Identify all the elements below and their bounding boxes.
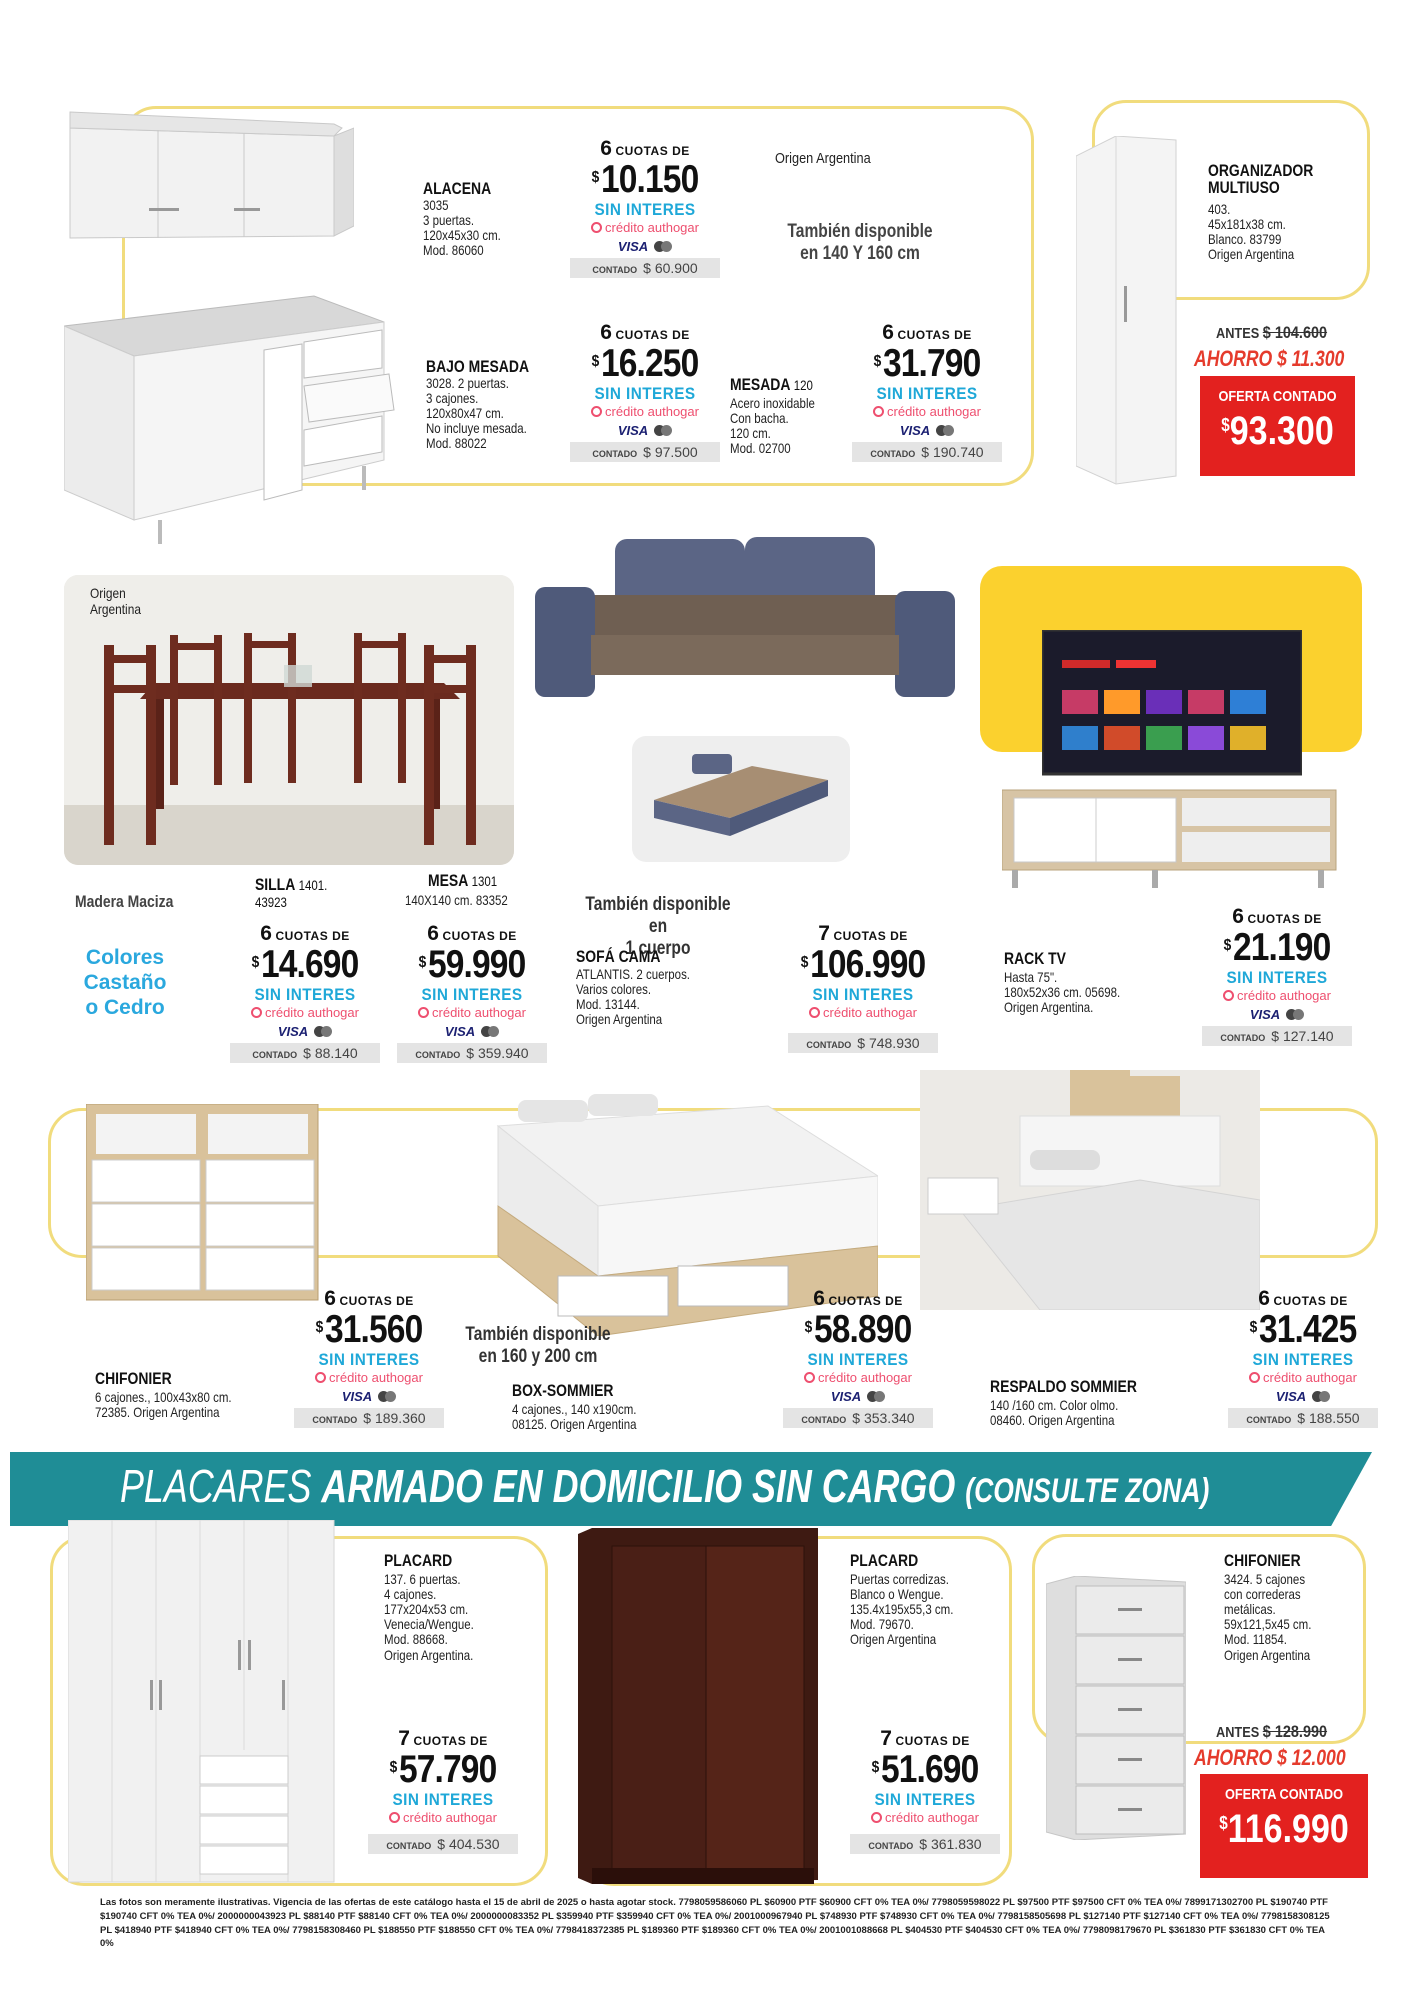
- price-value: 14.690: [260, 943, 359, 986]
- contado-label: CONTADO: [592, 449, 638, 459]
- mastercard-icon: [481, 1026, 499, 1037]
- credito-logo: crédito authogar: [1263, 1370, 1357, 1385]
- cuotas-count: 6: [1258, 1287, 1271, 1310]
- silla-name: [255, 876, 327, 910]
- sofa-disponible-note: También disponible en 1 cuerpo: [585, 894, 731, 959]
- organizador-name: ORGANIZADOR MULTIUSO: [1208, 161, 1314, 197]
- contado-value: $ 127.140: [1271, 1028, 1334, 1044]
- mastercard-icon: [378, 1391, 396, 1402]
- location-pin-icon: [591, 406, 602, 417]
- price: $106.990: [800, 943, 926, 986]
- banner-consulte: (CONSULTE ZONA): [965, 1472, 1210, 1510]
- contado-label: CONTADO: [801, 1415, 847, 1425]
- location-pin-icon: [804, 1372, 815, 1383]
- visa-logo: VISA: [617, 239, 649, 254]
- sin-interes-label: SIN INTERES: [1226, 968, 1328, 987]
- cuotas-count: 6: [813, 1287, 826, 1310]
- contado-value: $ 404.530: [437, 1836, 500, 1852]
- oferta-price: 116.990: [1227, 1807, 1349, 1851]
- contado-value: $ 60.900: [643, 260, 698, 276]
- cuotas-count: 7: [880, 1727, 893, 1750]
- credito-logo: crédito authogar: [265, 1005, 359, 1020]
- mastercard-icon: [654, 425, 672, 436]
- contado-value: $ 88.140: [303, 1045, 358, 1061]
- chifonier1-details: 6 cajones., 100x43x80 cm. 72385. Origen Argentina: [95, 1389, 232, 1421]
- comedor-origen: Origen Argentina: [90, 585, 141, 618]
- contado-value: $ 353.340: [852, 1410, 915, 1426]
- cuotas-label: CUOTAS DE: [615, 328, 690, 342]
- contado-label: CONTADO: [868, 1841, 914, 1851]
- price: $21.190: [1223, 926, 1331, 969]
- antes-label: ANTES: [1216, 1724, 1260, 1741]
- oferta-label: OFERTA CONTADO: [1224, 1786, 1344, 1803]
- price-value: 21.190: [1232, 926, 1331, 969]
- alacena-origen: Origen Argentina: [775, 150, 871, 167]
- location-pin-icon: [389, 1812, 400, 1823]
- visa-logo: VISA: [1249, 1007, 1281, 1022]
- box-details: 4 cajones., 140 x190cm. 08125. Origen Argentina: [512, 1401, 637, 1433]
- cuotas-label: CUOTAS DE: [1247, 912, 1322, 926]
- sin-interes-label: SIN INTERES: [254, 985, 356, 1004]
- location-pin-icon: [418, 1007, 429, 1018]
- price-value: 16.250: [600, 342, 699, 385]
- chifonier2-ahorro: AHORRO $ 12.000: [1194, 1745, 1346, 1770]
- respaldo-price-block: [1218, 1288, 1388, 1428]
- visa-logo: VISA: [341, 1389, 373, 1404]
- contado-label: CONTADO: [806, 1040, 852, 1050]
- box-name: BOX-SOMMIER: [512, 1381, 614, 1400]
- box-price-block: [773, 1288, 943, 1428]
- contado-label: CONTADO: [386, 1841, 432, 1851]
- visa-logo: VISA: [899, 423, 931, 438]
- contado-label: CONTADO: [870, 449, 916, 459]
- mesa-name: [428, 872, 497, 889]
- contado-label: CONTADO: [415, 1050, 461, 1060]
- sin-interes-label: SIN INTERES: [807, 1350, 909, 1369]
- organizador-details: 403. 45x181x38 cm. Blanco. 83799 Origen Argentina: [1208, 201, 1295, 263]
- rack-image: [1002, 782, 1338, 892]
- comedor-image: [64, 575, 514, 865]
- location-pin-icon: [809, 1007, 820, 1018]
- sin-interes-label: SIN INTERES: [874, 1790, 976, 1809]
- mastercard-icon: [936, 425, 954, 436]
- price-value: 106.990: [810, 943, 926, 986]
- bajo-mesada-image: [64, 290, 404, 550]
- price: $14.690: [251, 943, 359, 986]
- price: $59.990: [418, 943, 526, 986]
- oferta-price: 93.300: [1229, 409, 1334, 453]
- price: $51.690: [871, 1748, 979, 1791]
- alacena-disponible-note: También disponible en 140 Y 160 cm: [787, 221, 933, 264]
- price: $57.790: [389, 1748, 497, 1791]
- mastercard-icon: [1286, 1009, 1304, 1020]
- respaldo-image: [920, 1070, 1260, 1310]
- cuotas-count: 6: [600, 137, 613, 160]
- credito-logo: crédito authogar: [329, 1370, 423, 1385]
- location-pin-icon: [1223, 990, 1234, 1001]
- cuotas-label: CUOTAS DE: [275, 929, 350, 943]
- contado-label: CONTADO: [1220, 1033, 1266, 1043]
- location-pin-icon: [315, 1372, 326, 1383]
- placard2-details: Puertas corredizas. Blanco o Wengue. 135.4x195x55,3 cm. Mod. 79670. Origen Argentina: [850, 1571, 954, 1648]
- madera-maciza: Madera Maciza: [75, 892, 174, 911]
- sofa-name: SOFÁ CAMA: [576, 947, 661, 966]
- credito-logo: crédito authogar: [823, 1005, 917, 1020]
- sin-interes-label: SIN INTERES: [876, 384, 978, 403]
- credito-logo: crédito authogar: [887, 404, 981, 419]
- price-value: 59.990: [427, 943, 526, 986]
- cuotas-count: 6: [260, 922, 273, 945]
- contado-label: CONTADO: [592, 265, 638, 275]
- chifonier2-details: 3424. 5 cajones con correderas metálicas. 59x121,5x45 cm. Mod. 11854. Origen Argentina: [1224, 1571, 1312, 1663]
- mastercard-icon: [1312, 1391, 1330, 1402]
- mastercard-icon: [867, 1391, 885, 1402]
- placard2-image: [578, 1528, 818, 1888]
- cuotas-label: CUOTAS DE: [833, 929, 908, 943]
- mastercard-icon: [314, 1026, 332, 1037]
- banner-placares: PLACARES: [120, 1460, 322, 1512]
- visa-logo: VISA: [444, 1024, 476, 1039]
- credito-logo: crédito authogar: [818, 1370, 912, 1385]
- chifonier1-price-block: [284, 1288, 454, 1428]
- placard1-price-block: [358, 1728, 528, 1854]
- bajo-mesada-price-block: [560, 322, 730, 462]
- mesa-name-text: MESA: [428, 871, 468, 890]
- cuotas-count: 7: [818, 922, 831, 945]
- placares-banner-text: [120, 1460, 1210, 1512]
- placard2-price-block: [840, 1728, 1010, 1854]
- sin-interes-label: SIN INTERES: [594, 384, 696, 403]
- credito-logo: crédito authogar: [403, 1810, 497, 1825]
- credito-logo: crédito authogar: [605, 404, 699, 419]
- price-value: 31.560: [324, 1308, 423, 1351]
- mastercard-icon: [654, 241, 672, 252]
- silla-name-text: SILLA: [255, 875, 295, 894]
- location-pin-icon: [591, 222, 602, 233]
- mesada-details: Acero inoxidable Con bacha. 120 cm. Mod. 02700: [730, 395, 815, 457]
- contado-value: $ 97.500: [643, 444, 698, 460]
- mesada-price-block: [842, 322, 1012, 462]
- price-value: 57.790: [398, 1748, 497, 1791]
- antes-value: $ 104.600: [1262, 323, 1328, 342]
- cuotas-count: 6: [427, 922, 440, 945]
- mesa-details: 140X140 cm. 83352: [405, 892, 508, 908]
- credito-logo: crédito authogar: [885, 1810, 979, 1825]
- alacena-image: [64, 108, 354, 248]
- oferta-label: OFERTA CONTADO: [1218, 388, 1337, 405]
- placard1-details: 137. 6 puertas. 4 cajones. 177x204x53 cm. Venecia/Wengue. Mod. 88668. Origen Argentina.: [384, 1571, 474, 1663]
- location-pin-icon: [871, 1812, 882, 1823]
- cuotas-label: CUOTAS DE: [615, 144, 690, 158]
- legal-footer: Las fotos son meramente ilustrativas. Vigencia de las ofertas de este catálogo hasta el 15 de abril de 2025 o hasta agotar stock. 7798059586060 PL $60900 PTF $60900 CFT 0% TEA 0%/ 7798059598022 PL $97500 PTF $97500 CFT 0% TEA 0%/ 7899171302700 PL $190740 PTF $190740 CFT 0% TEA 0%/ 2000000043923 PL $88140 PTF $88140 CFT 0% TEA 0%/ 2000000083352 PL $359940 PTF $359940 CFT 0% TEA 0%/ 2001000967940 PL $748930 PTF $748930 CFT 0% TEA 0%/ 7798158505698 PL $127140 PTF $127140 CFT 0% TEA 0%/ 7798158308125 PL $418940 PTF $418940 CFT 0% TEA 0%/ 7798158308460 PL $188550 PTF $188550 CFT 0% TEA 0%/ 7798418372385 PL $189360 PTF $189360 CFT 0% TEA 0%/ 2001001088668 PL $404530 PTF $404530 CFT 0% TEA 0%/ 7798098179670 PL $361830 PTF $361830 CFT 0% TEA 0%: [100, 1897, 1330, 1950]
- sofa-details: ATLANTIS. 2 cuerpos. Varios colores. Mod. 13144. Origen Argentina: [576, 966, 690, 1028]
- alacena-details: 3035 3 puertas. 120x45x30 cm. Mod. 86060: [423, 197, 501, 259]
- mesada-name-text: MESADA: [730, 375, 790, 394]
- contado-value: $ 189.360: [363, 1410, 426, 1426]
- sofa-image: [535, 535, 955, 705]
- contado-label: CONTADO: [1246, 1415, 1292, 1425]
- credito-logo: crédito authogar: [432, 1005, 526, 1020]
- price: $58.890: [804, 1308, 912, 1351]
- contado-label: CONTADO: [252, 1050, 298, 1060]
- organizador-oferta-badge: OFERTA CONTADO $93.300: [1200, 376, 1355, 476]
- placard1-name: PLACARD: [384, 1551, 453, 1570]
- antes-value: $ 128.990: [1262, 1722, 1328, 1741]
- cuotas-count: 6: [1232, 905, 1245, 928]
- bajo-mesada-name: BAJO MESADA: [426, 357, 530, 376]
- contado-value: $ 359.940: [466, 1045, 529, 1061]
- rack-price-block: [1192, 906, 1362, 1046]
- sin-interes-label: SIN INTERES: [594, 200, 696, 219]
- placard1-image: [68, 1520, 336, 1886]
- price-value: 31.425: [1258, 1308, 1357, 1351]
- cuotas-label: CUOTAS DE: [339, 1294, 414, 1308]
- mesa-code: 1301: [471, 873, 498, 889]
- mesa-price-block: [387, 923, 557, 1063]
- tv-image: [1042, 630, 1302, 780]
- cuotas-label: CUOTAS DE: [895, 1734, 970, 1748]
- placard2-name: PLACARD: [850, 1551, 919, 1570]
- credito-logo: crédito authogar: [605, 220, 699, 235]
- price-value: 10.150: [600, 158, 699, 201]
- silla-price-block: [220, 923, 390, 1063]
- visa-logo: VISA: [277, 1024, 309, 1039]
- cuotas-count: 7: [398, 1727, 411, 1750]
- price: $16.250: [591, 342, 699, 385]
- cuotas-count: 6: [324, 1287, 337, 1310]
- box-disponible-note: También disponible en 160 y 200 cm: [465, 1324, 611, 1367]
- sin-interes-label: SIN INTERES: [1252, 1350, 1354, 1369]
- sin-interes-label: SIN INTERES: [318, 1350, 420, 1369]
- alacena-name: ALACENA: [423, 179, 492, 198]
- rack-name: RACK TV: [1004, 949, 1066, 968]
- sofa-bed-image: [632, 736, 850, 862]
- sin-interes-label: SIN INTERES: [392, 1790, 494, 1809]
- price-value: 51.690: [880, 1748, 979, 1791]
- respaldo-details: 140 /160 cm. Color olmo. 08460. Origen Argentina: [990, 1397, 1119, 1429]
- contado-value: $ 190.740: [921, 444, 984, 460]
- bajo-mesada-details: 3028. 2 puertas. 3 cajones. 120x80x47 cm. No incluye mesada. Mod. 88022: [426, 375, 527, 452]
- cuotas-label: CUOTAS DE: [1273, 1294, 1348, 1308]
- cuotas-label: CUOTAS DE: [897, 328, 972, 342]
- respaldo-name: RESPALDO SOMMIER: [990, 1377, 1137, 1396]
- chifonier2-oferta-badge: OFERTA CONTADO $116.990: [1200, 1774, 1368, 1878]
- price: $31.425: [1249, 1308, 1357, 1351]
- cuotas-label: CUOTAS DE: [442, 929, 517, 943]
- sofa-price-block: [778, 923, 948, 1053]
- price: $31.790: [873, 342, 981, 385]
- cuotas-label: CUOTAS DE: [413, 1734, 488, 1748]
- chifonier1-name: CHIFONIER: [95, 1369, 172, 1388]
- organizador-antes: [1216, 323, 1327, 343]
- chifonier2-image: [1046, 1576, 1186, 1840]
- contado-value: $ 361.830: [919, 1836, 982, 1852]
- cuotas-count: 6: [882, 321, 895, 344]
- colores-note: Colores Castaño o Cedro: [83, 946, 167, 1020]
- chifonier1-image: [86, 1104, 320, 1304]
- visa-logo: VISA: [1275, 1389, 1307, 1404]
- mesada-code: 120: [793, 377, 813, 393]
- rack-details: Hasta 75". 180x52x36 cm. 05698. Origen Argentina.: [1004, 969, 1121, 1016]
- location-pin-icon: [873, 406, 884, 417]
- price-value: 58.890: [813, 1308, 912, 1351]
- price: $10.150: [591, 158, 699, 201]
- visa-logo: VISA: [830, 1389, 862, 1404]
- visa-logo: VISA: [617, 423, 649, 438]
- alacena-price-block: [560, 138, 730, 278]
- contado-label: CONTADO: [312, 1415, 358, 1425]
- contado-value: $ 748.930: [857, 1035, 920, 1051]
- antes-label: ANTES: [1216, 325, 1260, 342]
- chifonier2-name: CHIFONIER: [1224, 1551, 1301, 1570]
- banner-armado: ARMADO EN DOMICILIO SIN CARGO: [321, 1460, 966, 1512]
- cuotas-label: CUOTAS DE: [828, 1294, 903, 1308]
- organizador-ahorro: AHORRO $ 11.300: [1194, 346, 1345, 371]
- credito-logo: crédito authogar: [1237, 988, 1331, 1003]
- mesada-name: [730, 376, 813, 393]
- price-value: 31.790: [882, 342, 981, 385]
- silla-code: 1401. 43923: [255, 877, 328, 910]
- price: $31.560: [315, 1308, 423, 1351]
- contado-value: $ 188.550: [1297, 1410, 1360, 1426]
- organizador-image: [1076, 136, 1186, 486]
- location-pin-icon: [251, 1007, 262, 1018]
- location-pin-icon: [1249, 1372, 1260, 1383]
- chifonier2-antes: [1216, 1722, 1327, 1742]
- sin-interes-label: SIN INTERES: [812, 985, 914, 1004]
- sin-interes-label: SIN INTERES: [421, 985, 523, 1004]
- cuotas-count: 6: [600, 321, 613, 344]
